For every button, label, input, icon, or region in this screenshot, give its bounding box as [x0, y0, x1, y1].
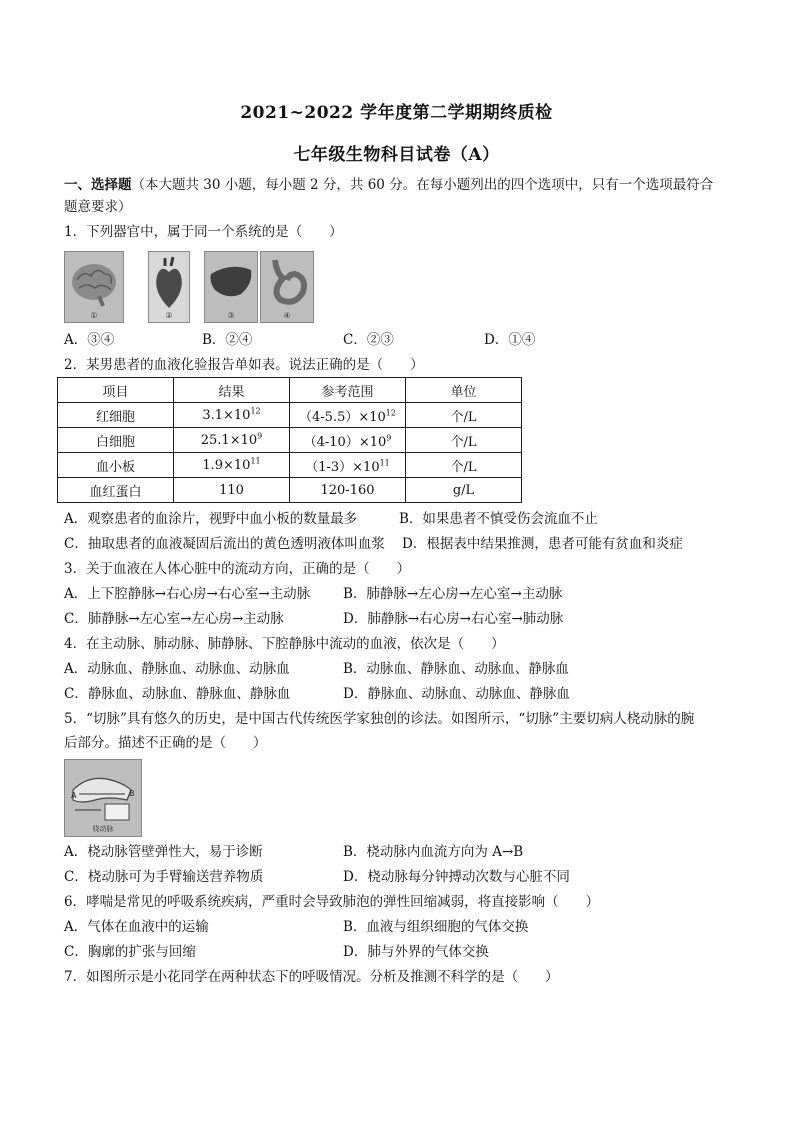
table-cell-unit: 个/L: [406, 403, 522, 428]
table-cell-item: 血小板: [58, 453, 174, 478]
table-cell-item: 血红蛋白: [58, 478, 174, 503]
q2-option-a[interactable]: A．观察患者的血涂片，视野中血小板的数量最多: [64, 511, 358, 527]
q1-option-d[interactable]: D．①④: [484, 332, 536, 348]
q2-option-c[interactable]: C．抽取患者的血液凝固后流出的黄色透明液体叫血浆: [64, 536, 385, 552]
q5-option-b[interactable]: B．桡动脉内血流方向为 A→B: [343, 844, 524, 860]
q3-option-c[interactable]: C．肺静脉→左心室→左心房→主动脉: [64, 611, 284, 627]
q1-image-label-2: ②: [165, 311, 173, 320]
table-cell-result: $3.1\times 10^{12}$: [174, 403, 290, 428]
table-header: 项目: [58, 378, 174, 403]
table-row: [58, 403, 522, 428]
q1-stem: 1．下列器官中，属于同一个系统的是（ ）: [64, 224, 343, 240]
q1-option-a[interactable]: A．③④: [64, 332, 115, 348]
q5-option-a[interactable]: A．桡动脉管壁弹性大，易于诊断: [64, 844, 263, 860]
q5-stem: 5．“切脉”具有悠久的历史，是中国古代传统医学家独创的诊法。如图所示，“切脉”主要切病人桡动脉的腕: [64, 711, 695, 727]
q1-image-stomach: [260, 251, 314, 323]
section1-heading: 一、选择题: [64, 177, 132, 193]
q3-option-a[interactable]: A．上下腔静脉→右心房→右心室→主动脉: [64, 586, 311, 602]
section1-intro-cont: 题意要求）: [64, 199, 132, 215]
table-row: [58, 428, 522, 453]
q1-image-label-4: ④: [283, 311, 291, 320]
q5-option-d[interactable]: D．桡动脉每分钟搏动次数与心脏不同: [343, 869, 570, 885]
table-cell-range: 120-160: [290, 478, 406, 503]
table-row: [58, 453, 522, 478]
table-row: [58, 478, 522, 503]
q5-image-letter-b: B: [129, 789, 135, 798]
q4-option-c[interactable]: C．静脉血、动脉血、静脉血、静脉血: [64, 686, 291, 702]
q5-image-pulse: [64, 759, 142, 837]
table-cell-result: $25.1\times 10^9$: [174, 428, 290, 453]
q5-image-caption: 桡动脉: [92, 825, 114, 833]
table-cell-range: $(4-5.5)\times 10^{12}$: [290, 403, 406, 428]
q5-image-letter-a: A: [71, 791, 77, 800]
table-header-row: [58, 378, 522, 403]
q4-stem: 4．在主动脉、肺动脉、肺静脉、下腔静脉中流动的血液，依次是（ ）: [64, 636, 505, 652]
q4-option-a[interactable]: A．动脉血、静脉血、动脉血、动脉血: [64, 661, 290, 677]
q6-option-a[interactable]: A．气体在血液中的运输: [64, 919, 209, 935]
table-cell-unit: 个/L: [406, 453, 522, 478]
q6-option-c[interactable]: C．胸廓的扩张与回缩: [64, 944, 196, 960]
blood-test-table: [57, 377, 522, 503]
table-header: 结果: [174, 378, 290, 403]
table-cell-range: $(4-10)\times 10^9$: [290, 428, 406, 453]
q3-option-b[interactable]: B．肺静脉→左心房→左心室→主动脉: [343, 586, 563, 602]
q6-stem: 6．哮喘是常见的呼吸系统疾病，严重时会导致肺泡的弹性回缩减弱，将直接影响（ ）: [64, 894, 600, 910]
table-cell-item: 白细胞: [58, 428, 174, 453]
q5-stem-cont: 后部分。描述不正确的是（ ）: [64, 735, 267, 751]
q2-option-b[interactable]: B．如果患者不慎受伤会流血不止: [399, 511, 598, 527]
q1-image-brain: [64, 251, 124, 323]
q2-option-d[interactable]: D．根据表中结果推测，患者可能有贫血和炎症: [402, 536, 683, 552]
table-header: 参考范围: [290, 378, 406, 403]
q3-option-d[interactable]: D．肺静脉→右心房→右心室→肺动脉: [343, 611, 564, 627]
table-cell-range: $(1-3)\times 10^{11}$: [290, 453, 406, 478]
q2-stem: 2．某男患者的血液化验报告单如表。说法正确的是（ ）: [64, 357, 424, 373]
section1-intro: [64, 176, 713, 194]
table-header: 单位: [406, 378, 522, 403]
exam-title: 2021~2022 学年度第二学期期终质检: [240, 103, 553, 123]
q1-image-heart: [148, 251, 190, 323]
table-cell-result: 110: [174, 478, 290, 503]
q1-image-liver: [204, 251, 258, 323]
q5-option-c[interactable]: C．桡动脉可为手臂输送营养物质: [64, 869, 264, 885]
q1-image-label-1: ①: [90, 311, 98, 320]
q4-option-b[interactable]: B．动脉血、静脉血、动脉血、静脉血: [343, 661, 569, 677]
q7-stem: 7．如图所示是小花同学在两种状态下的呼吸情况。分析及推测不科学的是（ ）: [64, 969, 559, 985]
q1-option-b[interactable]: B．②④: [202, 332, 253, 348]
q1-option-c[interactable]: C．②③: [343, 332, 394, 348]
q6-option-b[interactable]: B．血液与组织细胞的气体交换: [343, 919, 529, 935]
table-cell-unit: g/L: [406, 478, 522, 503]
q3-stem: 3．关于血液在人体心脏中的流动方向，正确的是（ ）: [64, 561, 411, 577]
exam-subtitle: 七年级生物科目试卷（A）: [293, 145, 500, 165]
section1-intro-text: （本大题共 30 小题，每小题 2 分，共 60 分。在每小题列出的四个选项中，只有一个选项最符合: [131, 177, 714, 193]
q1-image-label-3: ③: [227, 311, 235, 320]
table-cell-result: $1.9\times 10^{11}$: [174, 453, 290, 478]
table-cell-unit: 个/L: [406, 428, 522, 453]
table-cell-item: 红细胞: [58, 403, 174, 428]
q4-option-d[interactable]: D．静脉血、动脉血、动脉血、静脉血: [343, 686, 570, 702]
q6-option-d[interactable]: D．肺与外界的气体交换: [343, 944, 489, 960]
